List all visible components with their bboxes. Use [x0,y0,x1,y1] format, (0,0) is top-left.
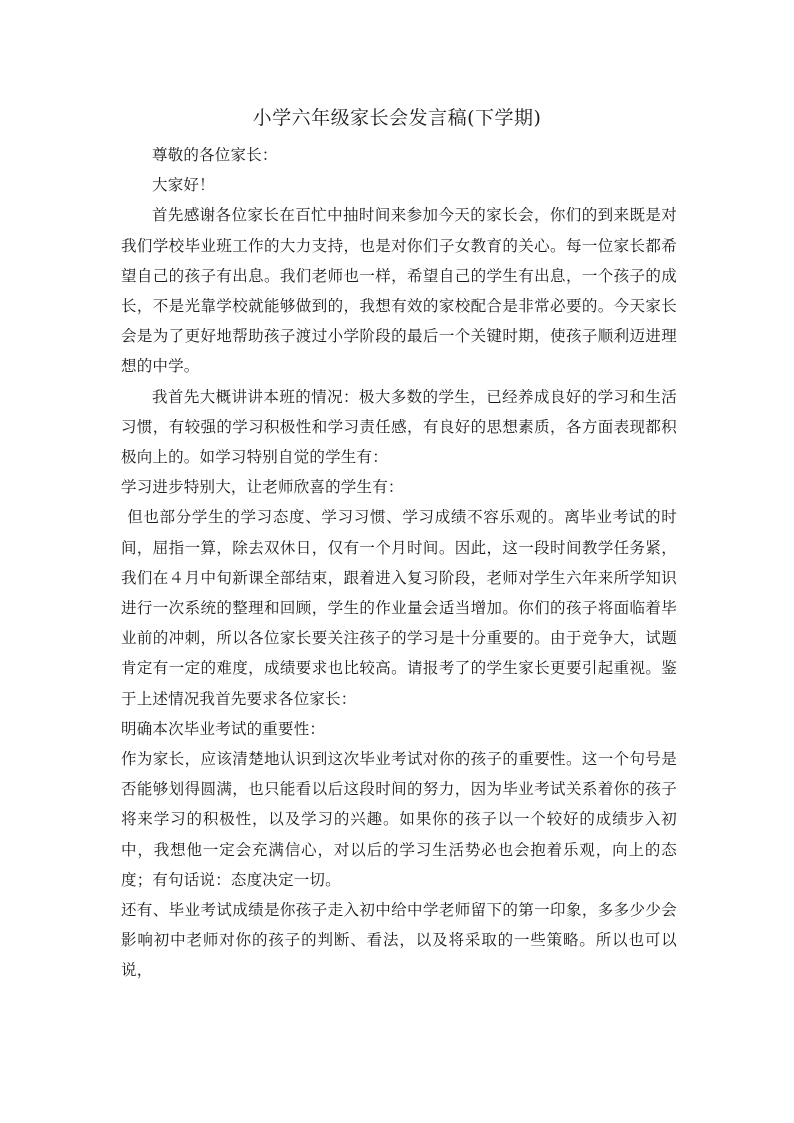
paragraph-importance-heading: 明确本次毕业考试的重要性： [121,719,326,738]
document-title: 小学六年级家长会发言稿(下学期) [252,107,542,129]
paragraph-first-impression: 还有、毕业考试成绩是你孩子走入初中给中学老师留下的第一印象，多多少少会影响初中老师对你的孩子的判断、看法，以及将采取的一些策略。所以也可以说， [121,901,677,980]
paragraph-parent-role: 作为家长，应该清楚地认识到这次毕业考试对你的孩子的重要性。这一个句号是否能够划得圆满，也只能看以后这段时间的努力，因为毕业考试关系着你的孩子将来学习的积极性，以及学习的兴趣。如果你的孩子以一个较好的成绩步入初中，我想他一定会充满信心，对以后的学习生活势必也会抱着乐观，向上的态度；有句话说：态度决定一切。 [121,750,677,889]
paragraph-salutation: 尊敬的各位家长： [152,146,278,164]
document-body [121,140,677,986]
paragraph-greeting: 大家好！ [152,176,215,195]
paragraph-thanks: 首先感谢各位家长在百忙中抽时间来参加今天的家长会，你们的到来既是对我们学校毕业班工作的大力支持，也是对你们子女教育的关心。每一位家长都希望自己的孩子有出息。我们老师也一样，希望自己的学生有出息，一个孩子的成长，不是光靠学校就能够做到的，我想有效的家校配合是非常必要的。今天家长会是为了更好地帮助孩子渡过小学阶段的最后一个关键时期，使孩子顺利迈进理想的中学。 [121,206,677,376]
paragraph-concerns: 但也部分学生的学习态度、学习习惯、学习成绩不容乐观的。离毕业考试的时间，屈指一算，除去双休日，仅有一个月时间。因此，这一段时间教学任务紧，我们在４月中旬新课全部结束，跟着进入复习阶段，老师对学生六年来所学知识进行一次系统的整理和回顾，学生的作业量会适当增加。你们的孩子将面临着毕业前的冲刺，所以各位家长要关注孩子的学习是十分重要的。由于竞争大，试题肯定有一定的难度，成绩要求也比较高。请报考了的学生家长更要引起重视。鉴于上述情况我首先要求各位家长： [121,508,677,708]
paragraph-class-situation: 我首先大概讲讲本班的情况：极大多数的学生，已经养成良好的学习和生活习惯，有较强的学习积极性和学习责任感，有良好的思想素质，各方面表现都积极向上的。如学习特别自觉的学生有： [121,387,677,467]
paragraph-progress-students: 学习进步特别大，让老师欣喜的学生有： [121,478,404,497]
